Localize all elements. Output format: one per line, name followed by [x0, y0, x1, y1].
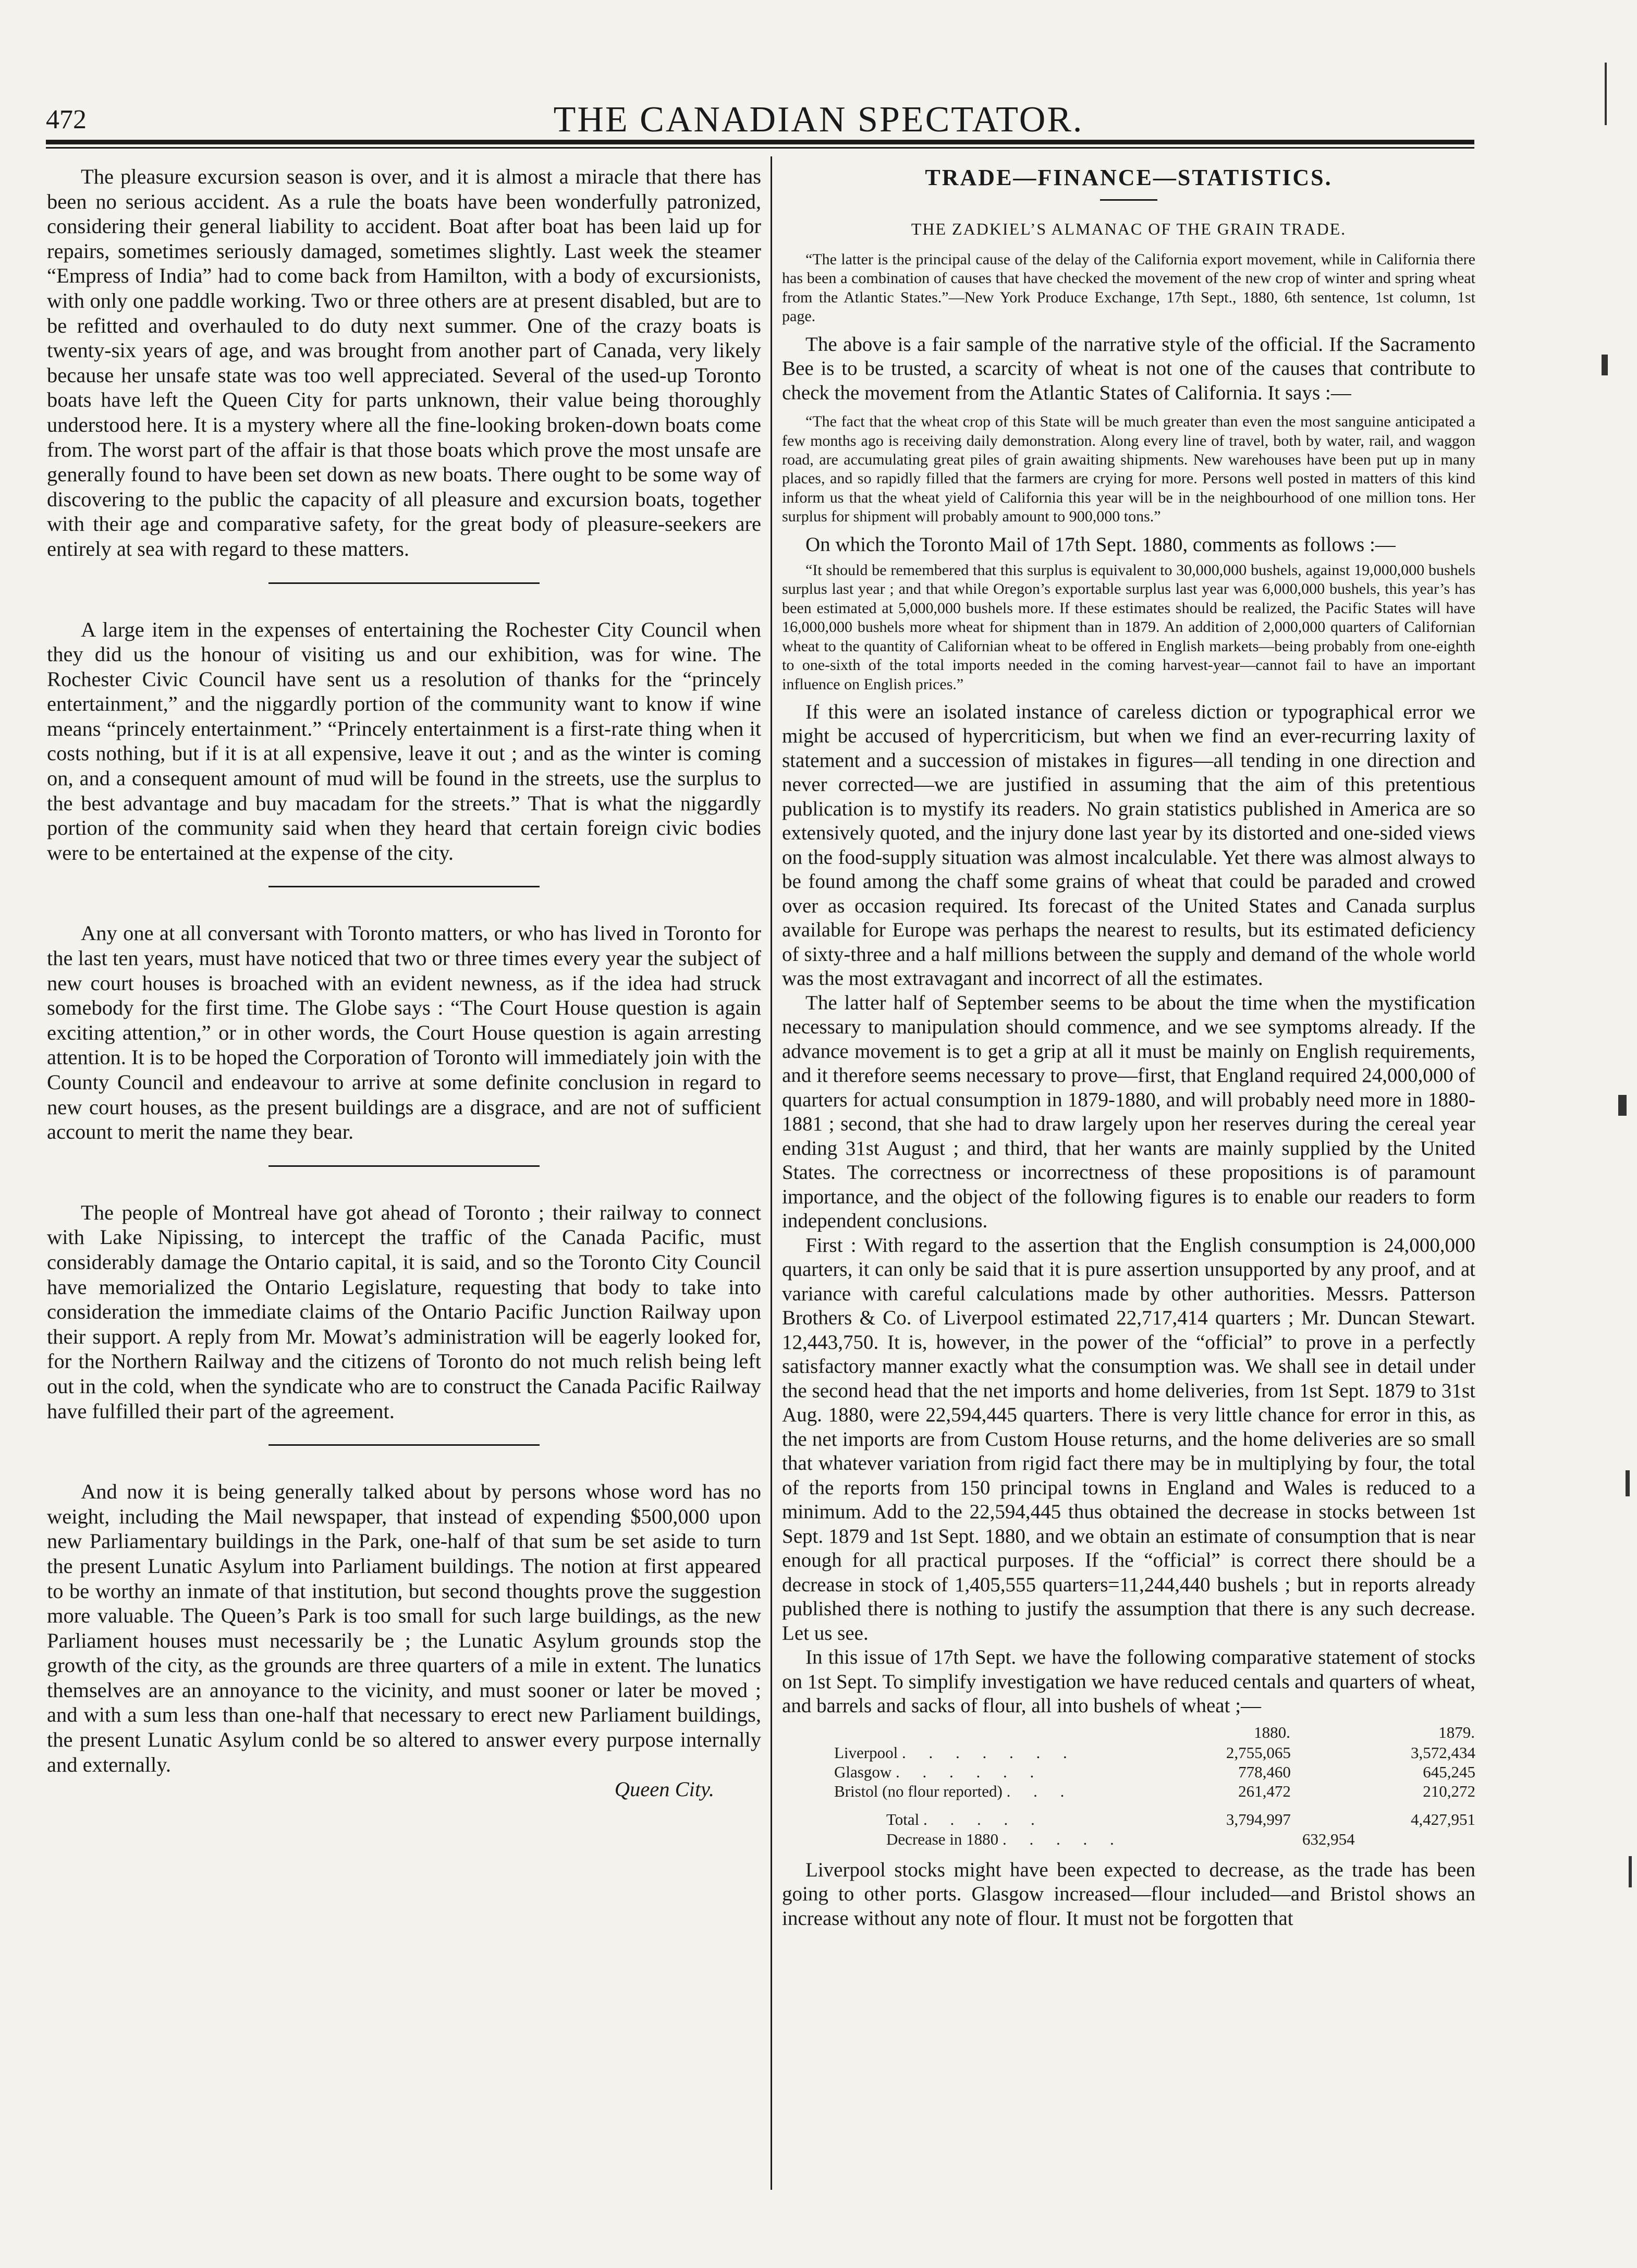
table-row: Bristol (no flour reported) . . . 261,472 210,272: [834, 1782, 1475, 1800]
signature-line: [47, 1777, 761, 1802]
article-paragraph: And now it is being generally talked about by persons whose word has no weight, including the Mail newspaper, that instead of expending $500,000 upon new Parliamentary buildings in the Park, one-half of that sum be set aside to turn the present Lunatic Asylum into Parliament buildings. The notion at first appeared to be worthy an inmate of that institution, but second thoughts prove the suggestion more valuable. The Queen’s Park is too small for such large buildings, as the new Parliament houses must necessarily be ; the Lunatic Asylum grounds stop the growth of the city, as the grounds are three quarters of a mile in extent. The lunatics themselves are an annoyance to the vicinity, and must sooner or later be moved ; and with a sum less than one-half that necessary to erect new Parliament buildings, the present Lunatic Asylum conld be so altered to answer every purpose internally and externally.: [47, 1480, 761, 1776]
section-title: TRADE—FINANCE—STATISTICS.: [925, 165, 1333, 190]
cell-1880: 778,460: [1238, 1762, 1291, 1781]
separator-rule: [268, 886, 540, 887]
article-paragraph: In this issue of 17th Sept. we have the following comparative statement of stocks on 1st Sept. To simplify investigation we have reduced centals and quarters of wheat, and barrels and sacks of flour, all into bushels of wheat ;—: [782, 1646, 1475, 1717]
row-label: Liverpool: [834, 1743, 898, 1762]
column-header-1879: 1879.: [1438, 1723, 1475, 1741]
article-paragraph: The pleasure excursion season is over, and it is almost a miracle that there has been no serious accident. As a rule the boats have been wonderfully patronized, considering their general liability to accident. Boat after boat has been laid up for repairs, sometimes seriously damaged, sometimes slightly. Last week the steamer “Empress of India” had to come back from Hamilton, with a body of excursionists, with only one paddle working. Two or three others are at present disabled, but are to be refitted and overhauled to do duty next summer. One of the crazy boats is twenty-six years of age, and was brought from another part of Canada, very likely because her unsafe state was too well appreciated. Several of the used-up Toronto boats have left the Queen City for parts unknown, their value being thoroughly understood here. It is a mystery where all the fine-looking broken-down boats come from. The worst part of the affair is that those boats which prove the most unsafe are generally found to have been set down as new boats. There ought to be some way of discovering to the public the capacity of all pleasure and excursion boats, together with their age and comparative safety, for the great body of pleasure-seekers are entirely at sea with regard to these matters.: [47, 165, 761, 560]
table-header-row: [782, 1723, 1475, 1743]
title-rule: [1100, 199, 1157, 201]
decrease-label: Decrease in 1880: [886, 1830, 999, 1848]
decrease-row: Decrease in 1880 . . . . . 632,954: [886, 1830, 1355, 1848]
header-rule-thin: [46, 147, 1474, 149]
article-paragraph: First : With regard to the assertion that the English consumption is 24,000,000 quarters, it can only be said that it is pure assertion unsupported by any proof, and at variance with careful calculations made by other authorities. Messrs. Patterson Brothers & Co. of Liverpool estimated 22,717,414 quarters ; Mr. Duncan Stewart. 12,443,750. It is, however, in the power of the “official” to prove in a perfectly satisfactory manner exactly what the consumption was. We shall see in detail under the second head that the net imports and home deliveries, from 1st Sept. 1879 to 31st Aug. 1880, were 22,594,445 quarters. There is very little chance for error in this, as the net imports are from Custom House returns, and the home deliveries are so small that whatever variation from rigid fact there may be in multiplying by four, the total of the reports from 150 principal towns in England and Wales is reduced to a minimum. Add to the 22,594,445 thus obtained the decrease in stocks between 1st Sept. 1879 and 1st Sept. 1880, and we obtain an estimate of consumption that is near enough for all practical purposes. If the “official” is correct there should be a decrease in stock of 1,405,555 quarters=11,244,440 bushels ; but in reports already published there is nothing to justify the assumption that there is any such decrease. Let us see.: [782, 1234, 1475, 1644]
quotation: “The fact that the wheat crop of this State will be much greater than even the most sanguine anticipated a few months ago is receiving daily demonstration. Along every line of travel, both by water, rail, and waggon road, are accumulating great piles of grain awaiting shipments. New warehouses have been put up in many places, and so rapidly filled that the farmers are crying for more. Persons well posted in matters of this kind inform us that the wheat yield of California this year will be in the neighbourhood of one million tons. Her surplus for shipment will probably amount to 900,000 tons.”: [782, 413, 1475, 526]
scan-mark: [1626, 1470, 1630, 1496]
article-paragraph: Liverpool stocks might have been expected to decrease, as the trade has been going to other ports. Glasgow increased—flour included—and Bristol shows an increase without any note of flour. It must not be forgotten that: [782, 1858, 1475, 1930]
cell-1879: 3,572,434: [1411, 1743, 1475, 1762]
scan-mark: [1602, 355, 1608, 375]
total-row: Total . . . . . 3,794,997 4,427,951: [782, 1801, 1475, 1829]
separator-rule: [268, 582, 540, 584]
article-paragraph: Any one at all conversant with Toronto matters, or who has lived in Toronto for the last ten years, must have noticed that two or three times every year the subject of new court houses is broached with an evident newness, as if the idea had struck somebody for the first time. The Globe says : “The Court House question is again exciting attention,” or in other words, the Court House question is again arresting attention. It is to be hoped the Corporation of Toronto will immediately join with the County Council and endeavour to arrive at some definite conclusion in regard to new court houses, as the present buildings are a disgrace, and are not of sufficient account to merit the name they bear.: [47, 921, 761, 1144]
row-label: Bristol (no flour reported): [834, 1782, 1003, 1800]
scan-mark: [1629, 1856, 1632, 1887]
running-head-title: THE CANADIAN SPECTATOR.: [553, 100, 1084, 140]
total-1879: 4,427,951: [1411, 1810, 1475, 1828]
total-label: Total: [886, 1810, 920, 1828]
stocks-table: [782, 1723, 1475, 1849]
article-paragraph: The above is a fair sample of the narrative style of the official. If the Sacramento Bee is to be trusted, a scarcity of wheat is not one of the causes that contribute to check the movement from the Atlantic States of California. It says :—: [782, 333, 1475, 404]
table-row: Glasgow . . . . . . 778,460 645,245: [834, 1762, 1475, 1781]
article-title: THE ZADKIEL’S ALMANAC OF THE GRAIN TRADE.: [911, 220, 1347, 238]
header-rule: [46, 140, 1474, 144]
cell-1879: 210,272: [1423, 1782, 1475, 1800]
table-row: Liverpool . . . . . . . 2,755,065 3,572,434: [834, 1743, 1475, 1762]
scan-mark: [1618, 1095, 1627, 1116]
left-column: [47, 164, 761, 1802]
page-number: 472: [46, 105, 87, 135]
article-paragraph: A large item in the expenses of entertaining the Rochester City Council when they did us the honour of visiting us and our exhibition, was for wine. The Rochester Civic Council have sent us a resolution of thanks for the “princely entertainment,” and the niggardly portion of the community want to know if wine means “princely entertainment.” “Princely entertainment is a first-rate thing when it costs nothing, but if it is at all expensive, leave it out ; and as the winter is coming on, and a consequent amount of mud will be found in the streets, use the surplus to the best advantage and buy macadam for the streets.” That is what the niggardly portion of the community said when they heard that certain foreign civic bodies were to be entertained at the expense of the city.: [47, 617, 761, 864]
article-paragraph: On which the Toronto Mail of 17th Sept. 1880, comments as follows :—: [805, 533, 1396, 556]
cell-1880: 261,472: [1238, 1782, 1291, 1800]
right-column: [782, 164, 1475, 1931]
article-paragraph: The people of Montreal have got ahead of Toronto ; their railway to connect with Lake Nipissing, to intercept the traffic of the Canada Pacific, must considerably damage the Ontario capital, it is said, and so the Toronto City Council have memorialized the Ontario Legislature, requesting that body to take into consideration the immediate claims of the Ontario Pacific Junction Railway upon their support. A reply from Mr. Mowat’s administration will be eagerly looked for, for the Northern Railway and the citizens of Toronto do not much relish being left out in the cold, when the syndicate who are to construct the Canada Pacific Railway have fulfilled their part of the agreement.: [47, 1200, 761, 1423]
separator-rule: [268, 1444, 540, 1446]
quotation: “It should be remembered that this surplus is equivalent to 30,000,000 bushels, against 19,000,000 bushels surplus last year ; and that while Oregon’s exportable surplus last year was 6,000,000 bushels, this year’s has been estimated at 5,000,000 bushels more. If these estimates should be realized, the Pacific States will have 16,000,000 bushels more wheat for shipment than in 1879. An addition of 2,000,000 quarters of Californian wheat to the quantity of Californian wheat to be offered in English markets—being probably from one-eighth to one-sixth of the total imports needed in the coming harvest-year—cannot fail to have an important influence on English prices.”: [782, 562, 1475, 693]
cell-1880: 2,755,065: [1226, 1743, 1291, 1762]
signature: Queen City.: [614, 1777, 714, 1801]
row-label: Glasgow: [834, 1762, 892, 1781]
scan-mark: [1605, 63, 1607, 125]
column-header-1880: 1880.: [1254, 1723, 1290, 1741]
quotation: “The latter is the principal cause of the delay of the California export movement, while in California there has been a combination of causes that have checked the movement of the new crop of winter and spring wheat from the Atlantic States.”—New York Produce Exchange, 17th Sept., 1880, 6th sentence, 1st column, 1st page.: [782, 251, 1475, 325]
article-paragraph: If this were an isolated instance of careless diction or typographical error we might be accused of hypercriticism, but when we find an ever-recurring laxity of statement and a succession of mistakes in figures—all tending in one direction and never corrected—we are justified in assuming that the aim of this pretentious publication is to mystify its readers. No grain statistics published in America are so extensively quoted, and the injury done last year by its distorted and one-sided views on the food-supply situation was almost incalculable. Yet there was almost always to be found among the chaff some grains of wheat that could be paraded and crowed over as occasion required. Its forecast of the United States and Canada surplus available for Europe was perhaps the nearest to results, but its estimated deficiency of sixty-three and a half millions between the supply and demand of the whole world was the most extravagant and incorrect of all the estimates.: [782, 700, 1475, 990]
total-1880: 3,794,997: [1226, 1810, 1291, 1828]
decrease-value: 632,954: [1302, 1830, 1355, 1848]
article-paragraph: The latter half of September seems to be about the time when the mystification necessary to manipulation should commence, and we see symptoms already. If the advance movement is to get a grip at all it must be mainly on English requirements, and it therefore seems necessary to prove—first, that England required 24,000,000 of quarters for actual consumption in 1879-1880, and will probably need more in 1880-1881 ; second, that she had to draw largely upon her reserves during the cereal year ending 31st August ; and third, that her wants are mainly supplied by the United States. The correctness or incorrectness of these propositions is of paramount importance, and the object of the following figures is to enable our readers to form independent conclusions.: [782, 991, 1475, 1233]
separator-rule: [268, 1165, 540, 1167]
column-divider: [771, 156, 772, 2190]
cell-1879: 645,245: [1423, 1762, 1475, 1781]
